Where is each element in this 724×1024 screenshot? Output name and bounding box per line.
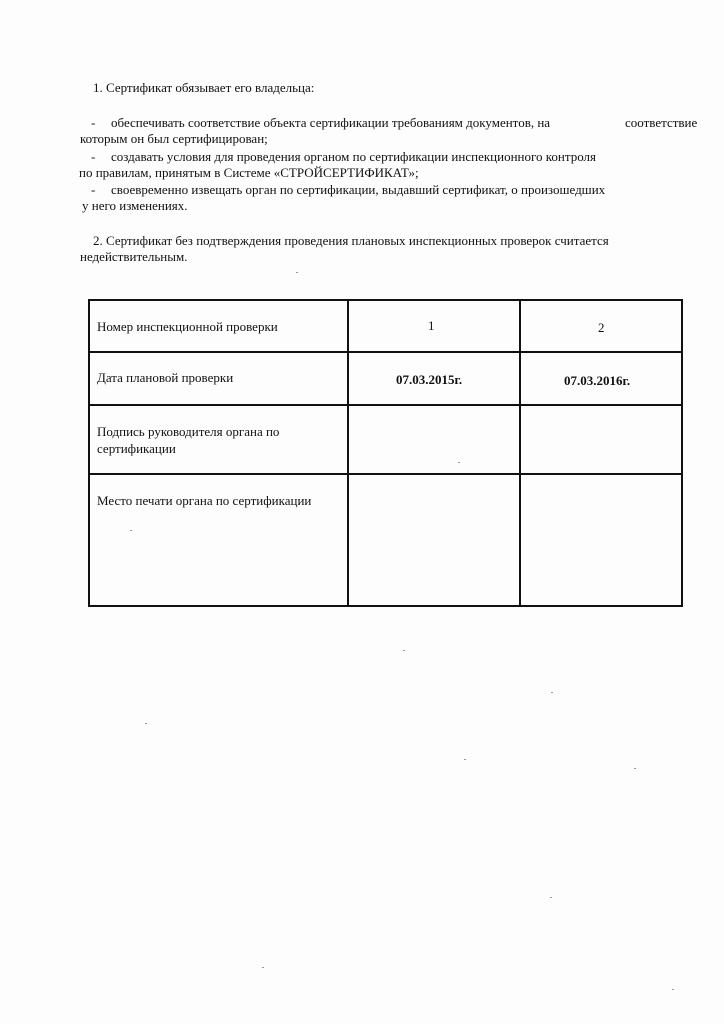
inspection-table [88, 299, 683, 607]
scan-speck [296, 272, 298, 273]
bullet-1-text-line1-tail: соответствие [625, 115, 698, 130]
bullet-2-dash: - [91, 149, 96, 164]
row-stamp-label: Место печати органа по сертификации [97, 493, 312, 508]
scan-speck [672, 989, 674, 990]
planned-date-1: 07.03.2015г. [396, 372, 463, 387]
row-signature-label-line2: сертификации [97, 441, 176, 456]
bullet-3-text-line2: у него изменениях. [82, 198, 188, 213]
bullet-2-text-line1: создавать условия для проведения органом по сертификации инспекционного контроля [111, 149, 596, 164]
bullet-3-text-line1: своевременно извещать орган по сертификации, выдавший сертификат, о произошедших [111, 182, 606, 197]
bullet-1-text-line1: обеспечивать соответствие объекта сертификации требованиям документов, на [111, 115, 551, 130]
scan-speck [403, 650, 405, 651]
scan-speck [130, 530, 132, 531]
row-planned-date-label: Дата плановой проверки [97, 370, 234, 385]
row-inspection-number-label: Номер инспекционной проверки [97, 319, 278, 334]
scan-speck [634, 768, 636, 769]
table-row-divider [90, 404, 681, 406]
inspection-number-2: 2 [598, 320, 605, 335]
scan-speck [464, 759, 466, 760]
table-column-divider [347, 301, 349, 605]
scan-speck [550, 897, 552, 898]
bullet-2-text-line2: по правилам, принятым в Системе «СТРОЙСЕРТИФИКАТ»; [79, 165, 419, 180]
scan-speck [551, 692, 553, 693]
planned-date-2: 07.03.2016г. [564, 373, 631, 388]
scan-speck [458, 462, 460, 463]
bullet-1-text-line2: которым он был сертифицирован; [80, 131, 268, 146]
inspection-number-1: 1 [428, 318, 435, 333]
table-row-divider [90, 473, 681, 475]
row-signature-label-line1: Подпись руководителя органа по [97, 424, 280, 439]
bullet-1-dash: - [91, 115, 96, 130]
bullet-3-dash: - [91, 182, 96, 197]
clause-2-text-line1: 2. Сертификат без подтверждения проведения плановых инспекционных проверок считается [93, 233, 609, 248]
scan-speck [262, 967, 264, 968]
clause-1-heading: 1. Сертификат обязывает его владельца: [93, 80, 315, 95]
table-column-divider [519, 301, 521, 605]
table-row-divider [90, 351, 681, 353]
clause-2-text-line2: недействительным. [80, 249, 188, 264]
scan-speck [145, 723, 147, 724]
